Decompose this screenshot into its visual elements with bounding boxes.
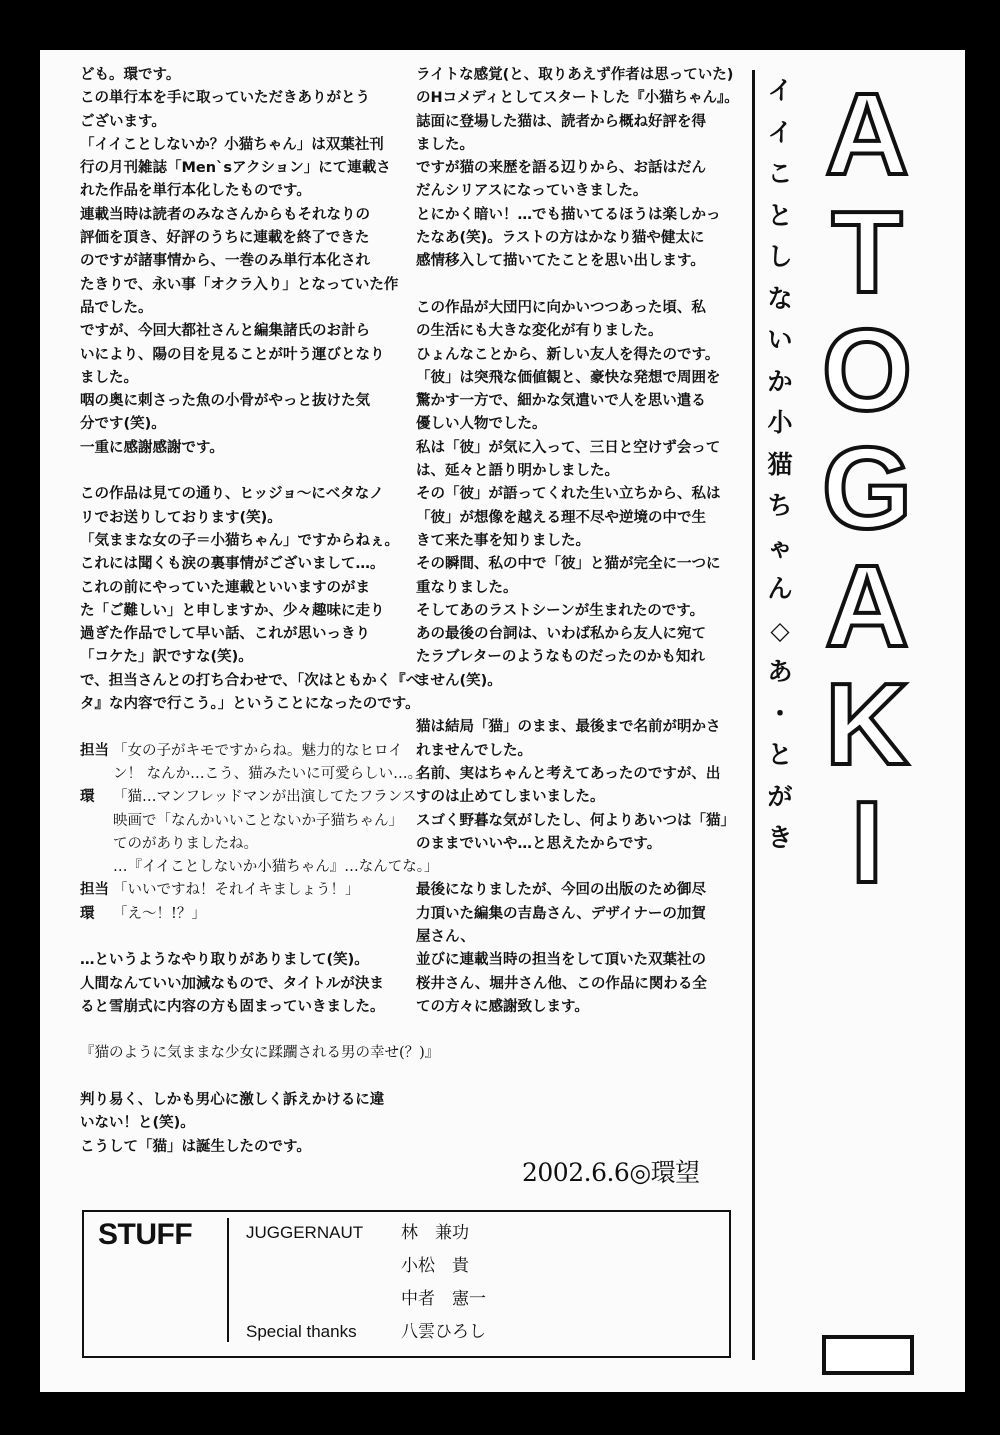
vertical-title-char: 小 [767, 408, 793, 437]
credit-row [246, 1317, 486, 1342]
dialogue-line [80, 856, 439, 879]
big-title-letter: A [825, 541, 909, 671]
text-line: 最後になりましたが、今回の出版のため御尽 [416, 882, 706, 899]
text-line: この作品は見ての通り、ヒッジョ～にベタなノ [80, 486, 384, 503]
vertical-title-char: ・ [767, 698, 793, 728]
text-line: のままでいいや…と思えたからです。 [416, 835, 662, 852]
vertical-title-char: ゃ [767, 532, 793, 562]
text-line: 連載当時は読者のみなさんからもそれなりの [80, 206, 370, 223]
text-line: 重なりました。 [416, 579, 518, 596]
text-line: その「彼」が語ってくれた生い立ちから、私は [416, 486, 721, 503]
big-title-letter: O [821, 305, 913, 435]
text-line: れませんでした。 [416, 742, 532, 759]
dialogue-speaker [80, 763, 113, 786]
text-line: 過ぎた作品でして早い話、これが思いっきり [80, 626, 370, 643]
dialogue-line [80, 810, 439, 833]
afterword-page [40, 50, 965, 1392]
vertical-title-char: し [767, 242, 793, 271]
text-line: たラブレターのようなものだったのかも知れ [416, 649, 705, 666]
text-line: れた作品を単行本化したものです。 [80, 183, 311, 200]
text-line: 行の月刊雑誌「Men`sアクション」にて連載さ [80, 160, 391, 177]
date-signature: 2002.6.6◎環望 [522, 1158, 700, 1187]
credit-name: 林 兼功 [401, 1223, 469, 1242]
text-line: 品でした。 [80, 299, 153, 316]
big-title-letter: I [850, 777, 884, 907]
vertical-title-char: き [767, 823, 793, 852]
credit-row [246, 1284, 486, 1309]
dialogue-text: 「女の子がキモですからね。魅力的なヒロイ [113, 742, 403, 759]
text-line: スゴく野暮な気がしたし、何よりあいつは「猫」 [416, 812, 735, 829]
text-line: 力頂いた編集の吉島さん、デザイナーの加賀 [416, 905, 706, 922]
credits-box [82, 1210, 731, 1358]
text-line: 驚かす一方で、細かな気遣いで人を思い遣る [416, 393, 706, 410]
text-line: たなあ(笑)。ラストの方はかなり猫や健太に [416, 230, 705, 247]
dialogue-text: …『イイことしないか小猫ちゃん』…なんてな。」 [113, 859, 439, 876]
middle-text-column [416, 64, 739, 1019]
vertical-title-char: ん [767, 574, 793, 603]
text-line: た「ご難しい」と申しますか、少々趣味に走り [80, 602, 385, 619]
text-line: 屋さん、 [416, 928, 475, 945]
vertical-title-char: が [767, 781, 793, 811]
credit-name: 小松 貴 [401, 1256, 469, 1275]
text-line: すのは止めてしまいました。 [416, 789, 605, 806]
text-line: 評価を頂き、好評のうちに連載を終了できた [80, 230, 370, 247]
vertical-title-char: な [767, 283, 793, 313]
text-line: 猫は結局「猫」のまま、最後まで名前が明かさ [416, 719, 721, 736]
text-line: これには聞くも涙の裏事情がございまして…。 [80, 556, 385, 573]
dialogue-speaker [80, 833, 113, 856]
text-line: ません(笑)。 [416, 672, 502, 689]
vertical-title-char: か [767, 366, 793, 396]
text-line: 名前、実はちゃんと考えてあったのですが、出 [416, 765, 721, 782]
paragraph-gap [416, 693, 739, 716]
vertical-title-char: イ [767, 117, 793, 147]
dialogue-speaker [80, 856, 113, 879]
text-line: 桜井さん、堀井さん他、この作品に関わる全 [416, 975, 707, 992]
left-text-column [80, 64, 439, 1159]
big-title-letter: K [825, 659, 909, 789]
dialogue-line [80, 740, 439, 763]
vertical-title-char: イ [767, 76, 793, 105]
credit-name: 中者 憲一 [401, 1289, 486, 1308]
text-line: ライトな感覚(と、取りあえず作者は思っていた) [416, 67, 734, 83]
text-line: ひょんなことから、新しい友人を得たのです。 [416, 346, 720, 363]
big-title-letter: G [821, 423, 913, 553]
text-line: の生活にも大きな変化が有りました。 [416, 323, 663, 340]
text-line: いない！と(笑)。 [80, 1115, 195, 1132]
text-line: のですが諸事情から、一巻のみ単行本化され [80, 253, 370, 270]
text-line: 咽の奥に刺さった魚の小骨がやっと抜けた気 [80, 393, 370, 410]
text-line: きて来た事を知りました。 [416, 532, 590, 549]
vertical-title-char: ◇ [770, 615, 790, 645]
text-line: ての方々に感謝致します。 [416, 998, 589, 1015]
text-line: 「彼」は突飛な価値観と、豪快な発想で周囲を [416, 369, 721, 386]
vertical-title-char: い [767, 325, 793, 354]
big-outline-title [812, 69, 922, 907]
dialogue-block [80, 740, 439, 926]
text-line: ども。環です。 [80, 67, 181, 83]
text-line: ですが猫の来歴を語る辺りから、お話はだん [416, 160, 706, 177]
credit-row [246, 1218, 469, 1243]
text-line: たきりで、永い事「オクラ入り」となっていた作 [80, 276, 399, 293]
dialogue-speaker: 環 [80, 905, 95, 922]
vertical-title-char: と [767, 740, 793, 769]
text-line: 「彼」が想像を越える理不尽や逆境の中で生 [416, 509, 706, 526]
vertical-title-char: こ [767, 159, 793, 188]
text-line: 並びに連載当時の担当をして頂いた双葉社の [416, 952, 706, 969]
text-line: 誌面に登場した猫は、読者から概ね好評を得 [416, 113, 706, 130]
text-line: これの前にやっていた連載といいますのがま [80, 579, 370, 596]
credits-heading: STUFF [98, 1218, 193, 1251]
big-title-letter: T [831, 187, 903, 317]
vertical-title-char: ち [767, 491, 793, 520]
text-line: で、担当さんとの打ち合わせで、「次はともかく『ベ [80, 672, 421, 689]
text-line: タ』な内容で行こう。」ということになったのです。 [80, 696, 420, 713]
text-line: …というようなやり取りがありまして(笑)。 [80, 952, 369, 969]
text-line: は、延々と語り明かしました。 [416, 463, 619, 480]
paragraph-gap [80, 460, 439, 483]
text-line: 感情移入して描いてたことを思い出します。 [416, 253, 705, 270]
paragraph-gap [416, 856, 739, 879]
dialogue-speaker: 担当 [80, 742, 109, 759]
vertical-title-char: と [767, 200, 793, 230]
dialogue-speaker: 担当 [80, 882, 109, 899]
vertical-title-char: あ [767, 657, 793, 686]
text-line: 私は「彼」が気に入って、三日と空けず会って [416, 439, 721, 456]
text-line: リでお送りしております(笑)。 [80, 509, 282, 526]
dialogue-speaker [80, 810, 113, 833]
text-line: 判り易く、しかも男心に激しく訴えかけるに違 [80, 1092, 385, 1109]
text-line: 優しい人物でした。 [416, 416, 547, 433]
dialogue-line [80, 879, 439, 902]
dialogue-text: 映画で「なんかいいことないか子猫ちゃん」 [113, 812, 403, 829]
text-line: 人間なんていい加減なもので、タイトルが決ま [80, 975, 384, 992]
text-line: あの最後の台詞は、いわば私から友人に宛て [416, 626, 706, 643]
dialogue-text: ン！ なんか…こう、猫みたいに可愛らしい…。」 [113, 765, 430, 782]
text-line: ございます。 [80, 113, 166, 130]
title-bar-graphic [822, 1335, 914, 1375]
credits-divider [227, 1218, 229, 1342]
dialogue-text: 「いいですね！それイキましょう！」 [113, 882, 360, 899]
text-line: いにより、陽の目を見ることが叶う運びとなり [80, 346, 385, 363]
dialogue-text: 「猫…マンフレッドマンが出演してたフランス [113, 789, 417, 806]
text-line: ですが、今回大都社さんと編集諸氏のお計ら [80, 323, 370, 340]
text-line: 分です(笑)。 [80, 416, 166, 433]
text-line: そしてあのラストシーンが生まれたのです。 [416, 602, 705, 619]
dialogue-line [80, 903, 439, 926]
text-line: のHコメディとしてスタートした『小猫ちゃん』。 [416, 90, 739, 107]
dialogue-text: 「え～！!？」 [113, 905, 206, 922]
paragraph-gap [416, 274, 739, 297]
text-line: 一重に感謝感謝です。 [80, 439, 224, 456]
text-line: その瞬間、私の中で「彼」と猫が完全に一つに [416, 556, 721, 573]
text-line: 「気ままな女の子＝小猫ちゃん」ですからねぇ。 [80, 532, 399, 549]
credit-role: Special thanks [246, 1322, 357, 1341]
dialogue-line [80, 833, 439, 856]
credit-name: 八雲ひろし [401, 1322, 486, 1341]
text-line: ました。 [416, 136, 474, 153]
dialogue-speaker: 環 [80, 789, 95, 806]
dialogue-line [80, 786, 439, 809]
credit-role: JUGGERNAUT [246, 1223, 364, 1242]
text-line: こうして「猫」は誕生したのです。 [80, 1138, 311, 1155]
text-line: 「コケた」訳ですな(笑)。 [80, 649, 253, 666]
text-line: ました。 [80, 369, 138, 386]
text-line: だんシリアスになっていきました。 [416, 183, 648, 200]
vertical-title-char: 猫 [767, 449, 793, 479]
dialogue-text: てのがありましたね。 [113, 835, 258, 852]
text-line: この作品が大団円に向かいつつあった頃、私 [416, 299, 706, 316]
text-line: この単行本を手に取っていただきありがとう [80, 90, 370, 107]
text-line: 「イイことしないか？小猫ちゃん」は双葉社刊 [80, 136, 384, 153]
vertical-title [752, 70, 795, 1360]
quote-line: 『猫のように気ままな少女に蹂躙される男の幸せ(？)』 [80, 1045, 440, 1062]
dialogue-line [80, 763, 439, 786]
credit-row [246, 1251, 469, 1276]
text-line: ると雪崩式に内容の方も固まっていきました。 [80, 998, 385, 1015]
big-title-letter: A [825, 69, 909, 199]
text-line: とにかく暗い！…でも描いてるほうは楽しかっ [416, 206, 721, 223]
